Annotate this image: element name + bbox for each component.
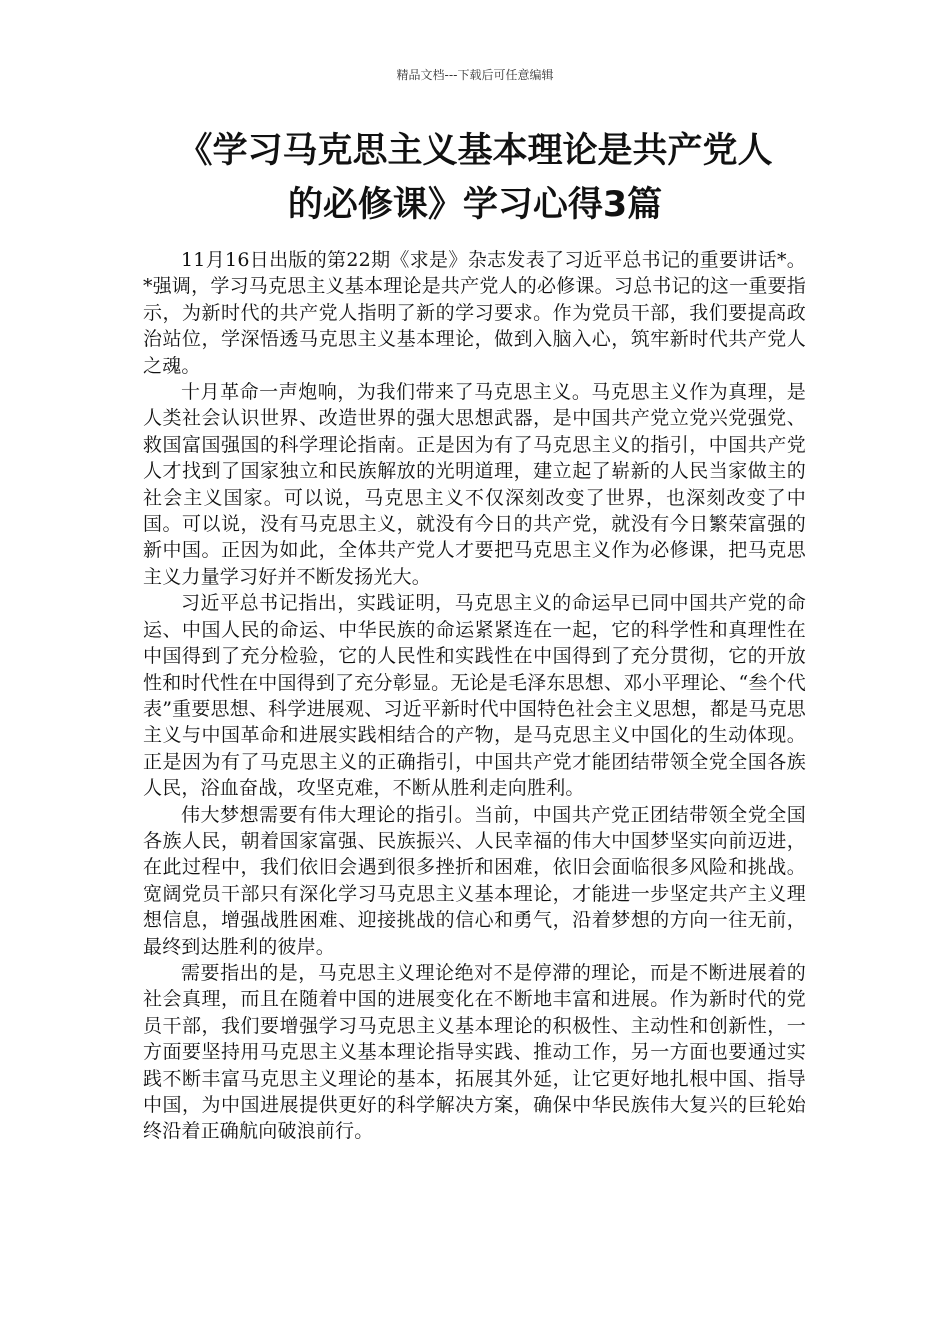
paragraph-1: 11月16日出版的第22期《求是》杂志发表了习近平总书记的重要讲话*。*强调，学习马克思主义基本理论是共产党人的必修课。习总书记的这一重要指示，为新时代的共产党人指明了新的学习要求。作为党员干部，我们要提高政治站位，学深悟透马克思主义基本理论，做到入脑入心，筑牢新时代共产党人之魂。 (143, 249, 806, 377)
document-title (100, 124, 850, 232)
paragraph-3: 习近平总书记指出，实践证明，马克思主义的命运早已同中国共产党的命运、中国人民的命运、中华民族的命运紧紧连在一起，它的科学性和真理性在中国得到了充分检验，它的人民性和实践性在中国得到了充分贯彻，它的开放性和时代性在中国得到了充分彰显。无论是毛泽东思想、邓小平理论、“叁个代表”重要思想、科学进展观、习近平新时代中国特色社会主义思想，都是马克思主义与中国革命和进展实践相结合的产物，是马克思主义中国化的生动体现。正是因为有了马克思主义的正确指引，中国共产党才能团结带领全党全国各族人民，浴血奋战，攻坚克难，不断从胜利走向胜利。 (143, 592, 806, 800)
paragraph-2: 十月革命一声炮响，为我们带来了马克思主义。马克思主义作为真理，是人类社会认识世界、改造世界的强大思想武器，是中国共产党立党兴党强党、救国富国强国的科学理论指南。正是因为有了马克思主义的指引，中国共产党人才找到了国家独立和民族解放的光明道理，建立起了崭新的人民当家做主的社会主义国家。可以说，马克思主义不仅深刻改变了世界，也深刻改变了中国。可以说，没有马克思主义，就没有今日的共产党，就没有今日繁荣富强的新中国。正因为如此，全体共产党人才要把马克思主义作为必修课，把马克思主义力量学习好并不断发扬光大。 (143, 381, 806, 588)
document-title-line-2: 的必修课》学习心得3篇 (287, 185, 663, 225)
document-title-line-1: 《学习马克思主义基本理论是共产党人 (177, 131, 773, 171)
page-header-note: 精品文档---下载后可任意编辑 (396, 68, 554, 82)
document-body (143, 247, 806, 1145)
paragraph-4: 伟大梦想需要有伟大理论的指引。当前，中国共产党正团结带领全党全国各族人民，朝着国家富强、民族振兴、人民幸福的伟大中国梦坚实向前迈进，在此过程中，我们依旧会遇到很多挫折和困难，依旧会面临很多风险和挑战。宽阔党员干部只有深化学习马克思主义基本理论，才能进一步坚定共产主义理想信息，增强战胜困难、迎接挑战的信心和勇气，沿着梦想的方向一往无前，最终到达胜利的彼岸。 (143, 803, 806, 958)
paragraph-5: 需要指出的是，马克思主义理论绝对不是停滞的理论，而是不断进展着的社会真理，而且在随着中国的进展变化在不断地丰富和进展。作为新时代的党员干部，我们要增强学习马克思主义基本理论的积极性、主动性和创新性，一方面要坚持用马克思主义基本理论指导实践、推动工作，另一方面也要通过实践不断丰富马克思主义理论的基本，拓展其外延，让它更好地扎根中国、指导中国，为中国进展提供更好的科学解决方案，确保中华民族伟大复兴的巨轮始终沿着正确航向破浪前行。 (143, 961, 806, 1143)
